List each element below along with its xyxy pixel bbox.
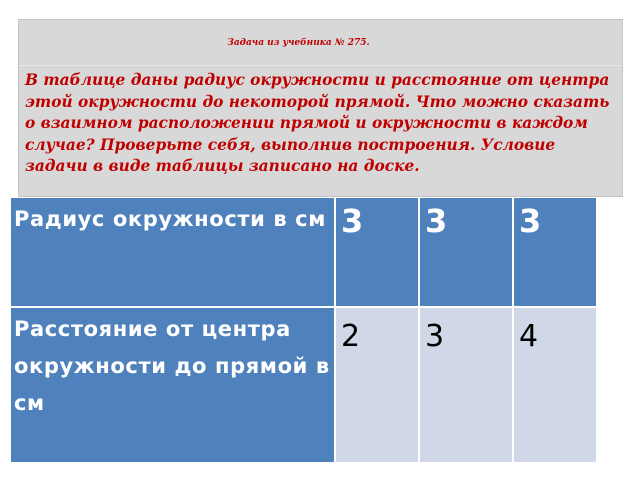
data-table	[9, 196, 598, 464]
distance-cell-1: 2	[336, 308, 418, 462]
radius-cell-1: 3	[336, 198, 418, 306]
table-row-distance	[11, 308, 596, 462]
radius-cell-3: 3	[514, 198, 596, 306]
radius-cell-2: 3	[420, 198, 512, 306]
title-band	[19, 20, 622, 66]
distance-cell-2: 3	[420, 308, 512, 462]
task-text: В таблице даны радиус окружности и расстояние от центра этой окружности до некоторой прямой. Что можно сказать о взаимном расположении прямой и окружности в каждом случае? Проверьте себя, выполнив построения. Условие задачи в виде таблицы записано на доске.	[25, 71, 610, 175]
slide-title: Задача из учебника № 275.	[227, 37, 370, 48]
row-header-distance: Расстояние от центра окружности до прямой в см	[11, 308, 334, 462]
table-row-radius	[11, 198, 596, 306]
row-header-radius: Радиус окружности в см	[11, 198, 334, 306]
task-box	[18, 19, 623, 197]
distance-cell-3: 4	[514, 308, 596, 462]
